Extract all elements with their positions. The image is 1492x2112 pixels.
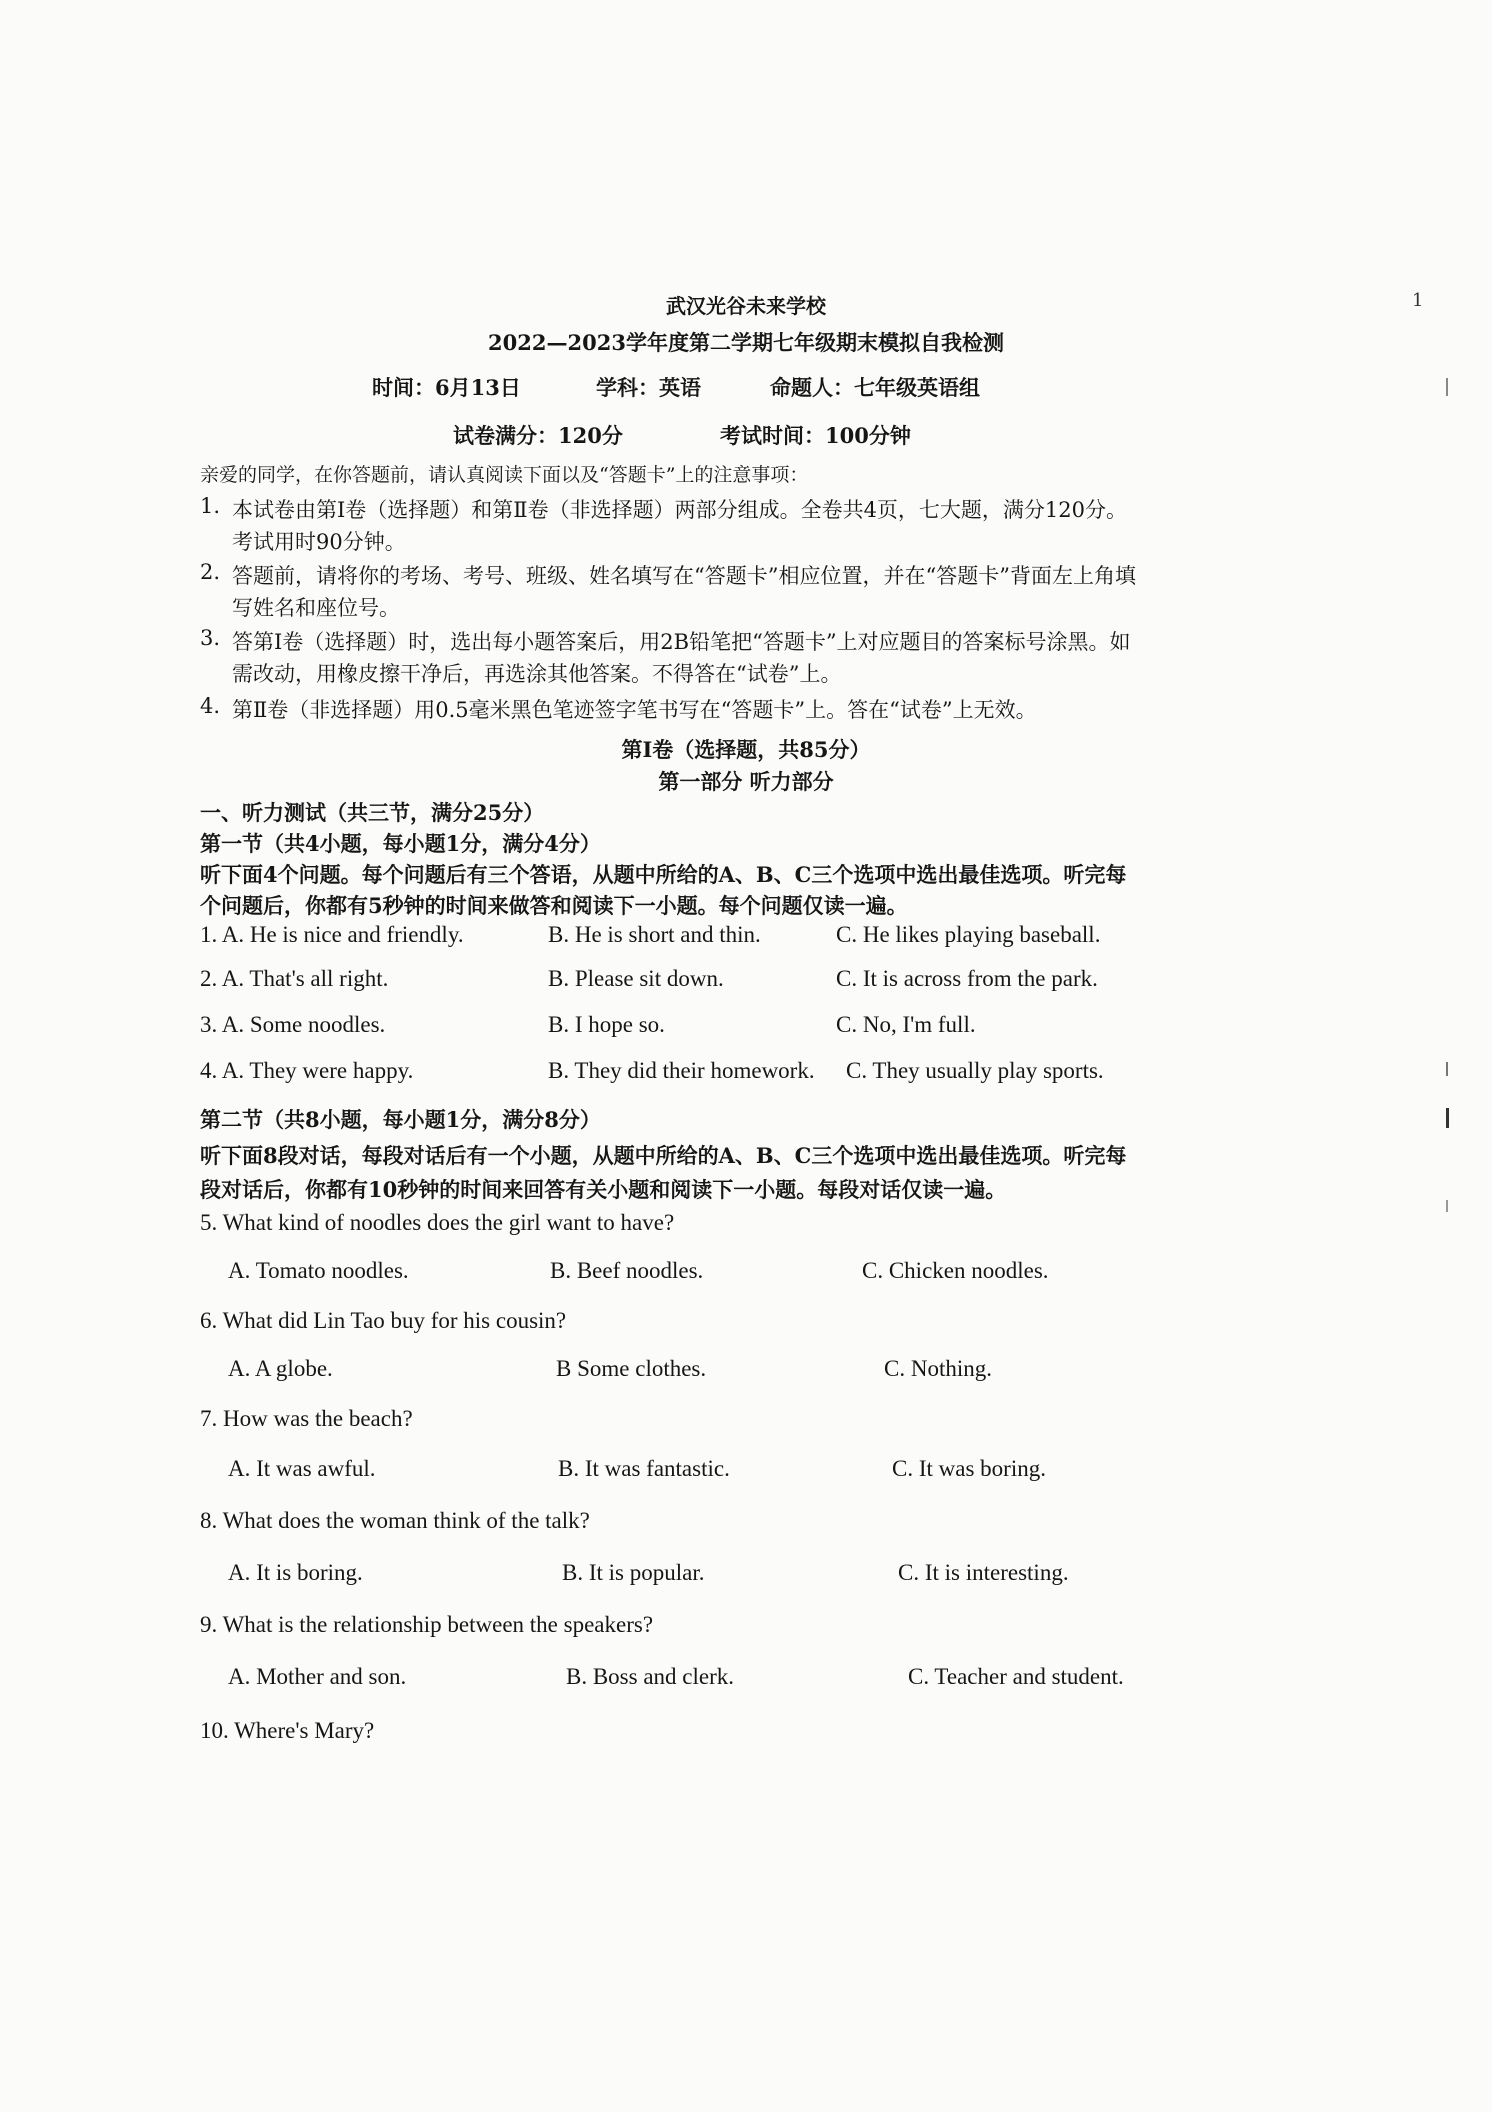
exam-duration: 考试时间：100分钟 xyxy=(720,423,911,448)
question-option-b: B. Beef noodles. xyxy=(550,1258,704,1283)
question-option-a: A. A globe. xyxy=(228,1356,333,1381)
question-option-a: A. It was awful. xyxy=(228,1456,376,1481)
school-name: 武汉光谷未来学校 xyxy=(666,294,826,318)
question-option-a: A. It is boring. xyxy=(228,1560,363,1585)
notice-item-num: 1. xyxy=(200,494,221,518)
scan-mark xyxy=(1446,1062,1448,1076)
notice-item-num: 3. xyxy=(200,626,221,650)
exam-title: 2022—2023学年度第二学期七年级期末模拟自我检测 xyxy=(488,330,1004,355)
question-option-a: 4. A. They were happy. xyxy=(200,1058,414,1083)
question-option-b: B. I hope so. xyxy=(548,1012,665,1037)
section-heading: 一、听力测试（共三节，满分25分） xyxy=(200,800,545,825)
question-option-c: C. Nothing. xyxy=(884,1356,992,1381)
question-option-c: C. It is across from the park. xyxy=(836,966,1098,991)
notice-item-line: 需改动，用橡皮擦干净后，再选涂其他答案。不得答在“试卷”上。 xyxy=(232,662,842,686)
notice-item-line: 写姓名和座位号。 xyxy=(232,596,400,620)
notice-item-num: 2. xyxy=(200,560,221,584)
page-number: 1 xyxy=(1412,290,1424,311)
question-option-b: B. It was fantastic. xyxy=(558,1456,730,1481)
notice-item-line: 答第Ⅰ卷（选择题）时，选出每小题答案后，用2B铅笔把“答题卡”上对应题目的答案标号涂黑。如 xyxy=(232,630,1131,654)
exam-author: 命题人：七年级英语组 xyxy=(770,375,980,400)
exam-subject: 学科：英语 xyxy=(596,375,701,400)
notice-intro: 亲爱的同学，在你答题前，请认真阅读下面以及“答题卡”上的注意事项： xyxy=(200,464,809,486)
question-option-a: A. Mother and son. xyxy=(228,1664,407,1689)
notice-item-line: 本试卷由第Ⅰ卷（选择题）和第Ⅱ卷（非选择题）两部分组成。全卷共4页，七大题，满分120分。 xyxy=(232,498,1128,522)
instruction-line: 听下面4个问题。每个问题后有三个答语，从题中所给的A、B、C三个选项中选出最佳选项。听完每 xyxy=(200,862,1127,887)
instruction-line: 段对话后，你都有10秒钟的时间来回答有关小题和阅读下一小题。每段对话仅读一遍。 xyxy=(200,1177,1007,1202)
question-option-b: B. He is short and thin. xyxy=(548,922,761,947)
question-option-b: B. It is popular. xyxy=(562,1560,705,1585)
question-option-a: 3. A. Some noodles. xyxy=(200,1012,386,1037)
instruction-line: 个问题后，你都有5秒钟的时间来做答和阅读下一小题。每个问题仅读一遍。 xyxy=(200,893,908,918)
question-option-c: C. Teacher and student. xyxy=(908,1664,1124,1689)
subsection-heading: 第二节（共8小题，每小题1分，满分8分） xyxy=(200,1107,601,1132)
notice-item-line: 第Ⅱ卷（非选择题）用0.5毫米黑色笔迹签字笔书写在“答题卡”上。答在“试卷”上无效。 xyxy=(232,698,1037,722)
question-option-c: C. Chicken noodles. xyxy=(862,1258,1049,1283)
question-option-c: C. He likes playing baseball. xyxy=(836,922,1101,947)
question-option-c: C. They usually play sports. xyxy=(846,1058,1104,1083)
question-option-c: C. It is interesting. xyxy=(898,1560,1069,1585)
scan-mark xyxy=(1446,378,1448,396)
volume-title: 第Ⅰ卷（选择题，共85分） xyxy=(621,737,871,762)
question-option-a: 1. A. He is nice and friendly. xyxy=(200,922,464,947)
scan-mark xyxy=(1446,1200,1448,1212)
notice-item-num: 4. xyxy=(200,694,221,718)
question-stem: 5. What kind of noodles does the girl want to have? xyxy=(200,1210,675,1235)
question-option-b: B. Please sit down. xyxy=(548,966,724,991)
question-option-b: B Some clothes. xyxy=(556,1356,707,1381)
notice-item-line: 考试用时90分钟。 xyxy=(232,530,406,554)
question-option-c: C. No, I'm full. xyxy=(836,1012,976,1037)
instruction-line: 听下面8段对话，每段对话后有一个小题，从题中所给的A、B、C三个选项中选出最佳选项。听完每 xyxy=(200,1143,1127,1168)
question-stem: 7. How was the beach? xyxy=(200,1406,413,1431)
question-stem: 6. What did Lin Tao buy for his cousin? xyxy=(200,1308,567,1333)
part-title: 第一部分 听力部分 xyxy=(658,769,834,794)
scan-mark xyxy=(1446,1108,1449,1128)
question-option-a: A. Tomato noodles. xyxy=(228,1258,409,1283)
question-option-c: C. It was boring. xyxy=(892,1456,1046,1481)
question-option-a: 2. A. That's all right. xyxy=(200,966,389,991)
question-option-b: B. Boss and clerk. xyxy=(566,1664,735,1689)
subsection-heading: 第一节（共4小题，每小题1分，满分4分） xyxy=(200,831,601,856)
question-stem: 10. Where's Mary? xyxy=(200,1718,375,1743)
notice-item-line: 答题前，请将你的考场、考号、班级、姓名填写在“答题卡”相应位置，并在“答题卡”背面左上角填 xyxy=(232,564,1136,588)
question-stem: 9. What is the relationship between the speakers? xyxy=(200,1612,654,1637)
full-score: 试卷满分：120分 xyxy=(453,423,623,448)
exam-time: 时间：6月13日 xyxy=(372,375,521,400)
question-option-b: B. They did their homework. xyxy=(548,1058,815,1083)
question-stem: 8. What does the woman think of the talk? xyxy=(200,1508,590,1533)
